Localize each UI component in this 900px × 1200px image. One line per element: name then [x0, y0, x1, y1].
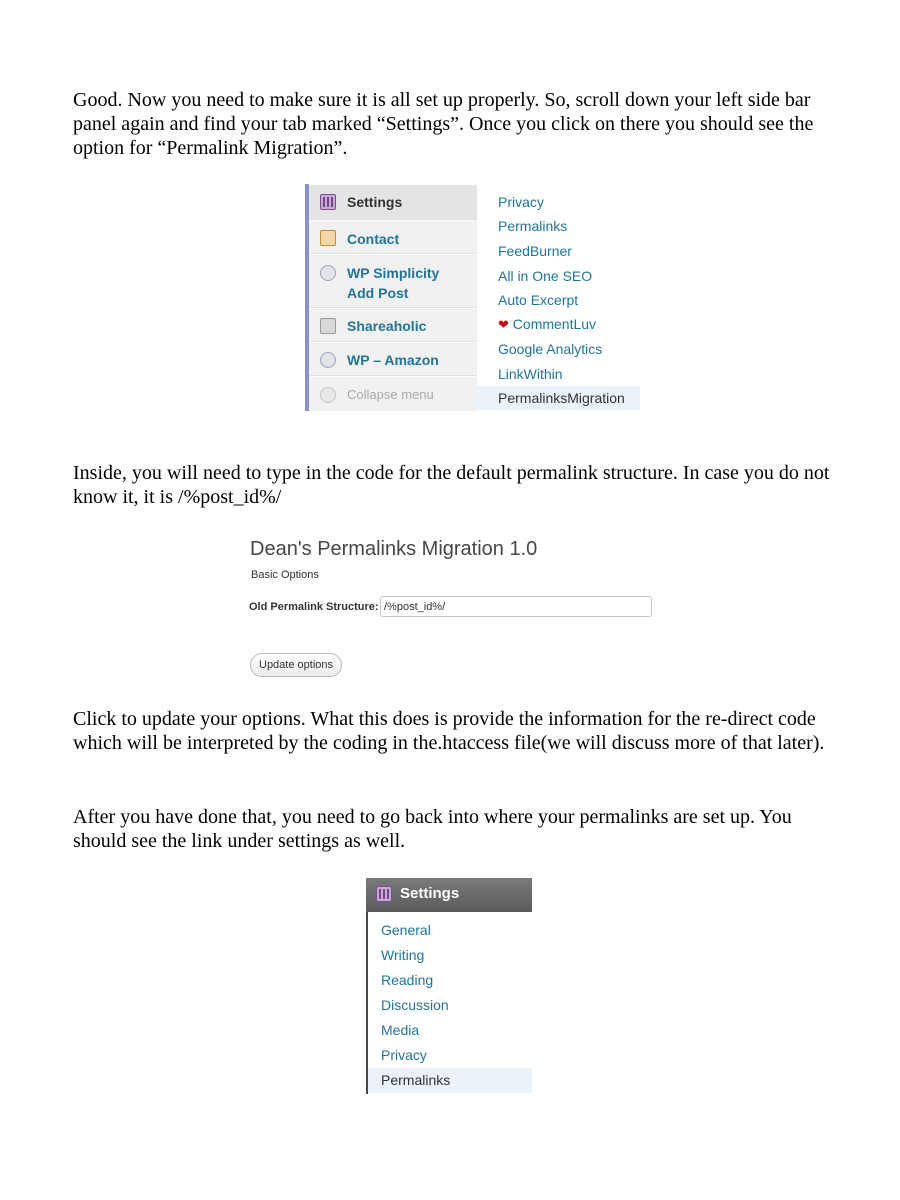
- settings-item-privacy[interactable]: Privacy: [381, 1047, 427, 1063]
- flyout-item-linkwithin[interactable]: LinkWithin: [498, 366, 563, 382]
- flyout-item-commentluv[interactable]: ❤ CommentLuv: [498, 316, 597, 332]
- menu-item-settings[interactable]: Settings: [309, 184, 489, 220]
- gear-icon: [320, 265, 336, 281]
- collapse-menu[interactable]: Collapse menu: [309, 376, 477, 411]
- admin-menu-screenshot: [305, 184, 640, 411]
- settings-item-media[interactable]: Media: [381, 1022, 420, 1038]
- update-options-button[interactable]: Update options: [250, 653, 342, 677]
- menu-item-contact[interactable]: Contact: [309, 220, 477, 254]
- settings-item-writing[interactable]: Writing: [381, 947, 425, 963]
- flyout-item-google-analytics[interactable]: Google Analytics: [498, 341, 603, 357]
- gear-icon: [320, 352, 336, 368]
- paragraph-default-structure: Inside, you will need to type in the code for the default permalink structure. In case you do not know it, it is /%post_id%/: [73, 462, 830, 508]
- old-structure-label: Old Permalink Structure:: [249, 601, 379, 613]
- collapse-arrow-icon: [320, 387, 336, 403]
- settings-icon: [320, 194, 336, 210]
- settings-icon: [376, 886, 392, 902]
- section-heading: Basic Options: [251, 569, 319, 581]
- flyout-item-permalinks[interactable]: Permalinks: [498, 218, 568, 234]
- settings-item-discussion[interactable]: Discussion: [381, 997, 449, 1013]
- settings-item-general[interactable]: General: [381, 922, 431, 938]
- flyout-item-auto-excerpt[interactable]: Auto Excerpt: [498, 292, 579, 308]
- old-permalink-structure-input[interactable]: [380, 596, 652, 617]
- settings-item-permalinks[interactable]: Permalinks: [368, 1068, 532, 1093]
- flyout-item-permalinks-migration[interactable]: PermalinksMigration: [477, 386, 640, 410]
- flyout-item-privacy[interactable]: Privacy: [498, 194, 544, 210]
- settings-flyout-submenu: [477, 184, 640, 411]
- settings-menu-screenshot: [366, 878, 532, 1094]
- contact-form-icon: [320, 230, 336, 246]
- flyout-item-all-in-one-seo[interactable]: All in One SEO: [498, 268, 593, 284]
- settings-item-reading[interactable]: Reading: [381, 972, 434, 988]
- settings-menu-header[interactable]: Settings: [366, 878, 532, 912]
- menu-item-wp-amazon[interactable]: WP – Amazon: [309, 342, 477, 376]
- paragraph-go-back: After you have done that, you need to go back into where your permalinks are set up. You should see the link under settings as well.: [73, 806, 792, 852]
- paragraph-intro: Good. Now you need to make sure it is all set up properly. So, scroll down your left side bar panel again and find your tab marked “Settings”. Once you click on there you should see the option for “Permalink Migration”.: [73, 89, 814, 159]
- permalinks-migration-screenshot: [248, 536, 668, 681]
- admin-sidebar-menu: [305, 184, 477, 411]
- heart-icon: ❤: [498, 317, 509, 332]
- share-icon: [320, 318, 336, 334]
- paragraph-update-options: Click to update your options. What this does is provide the information for the re-direct code which will be interpreted by the coding in the.htaccess file(we will discuss more of that later).: [73, 708, 825, 754]
- settings-submenu: [366, 912, 532, 1094]
- flyout-item-feedburner[interactable]: FeedBurner: [498, 243, 572, 259]
- menu-item-wp-simplicity[interactable]: WP Simplicity Add Post: [309, 254, 477, 308]
- menu-item-shareaholic[interactable]: Shareaholic: [309, 308, 477, 342]
- page-title: Dean's Permalinks Migration 1.0: [250, 538, 538, 560]
